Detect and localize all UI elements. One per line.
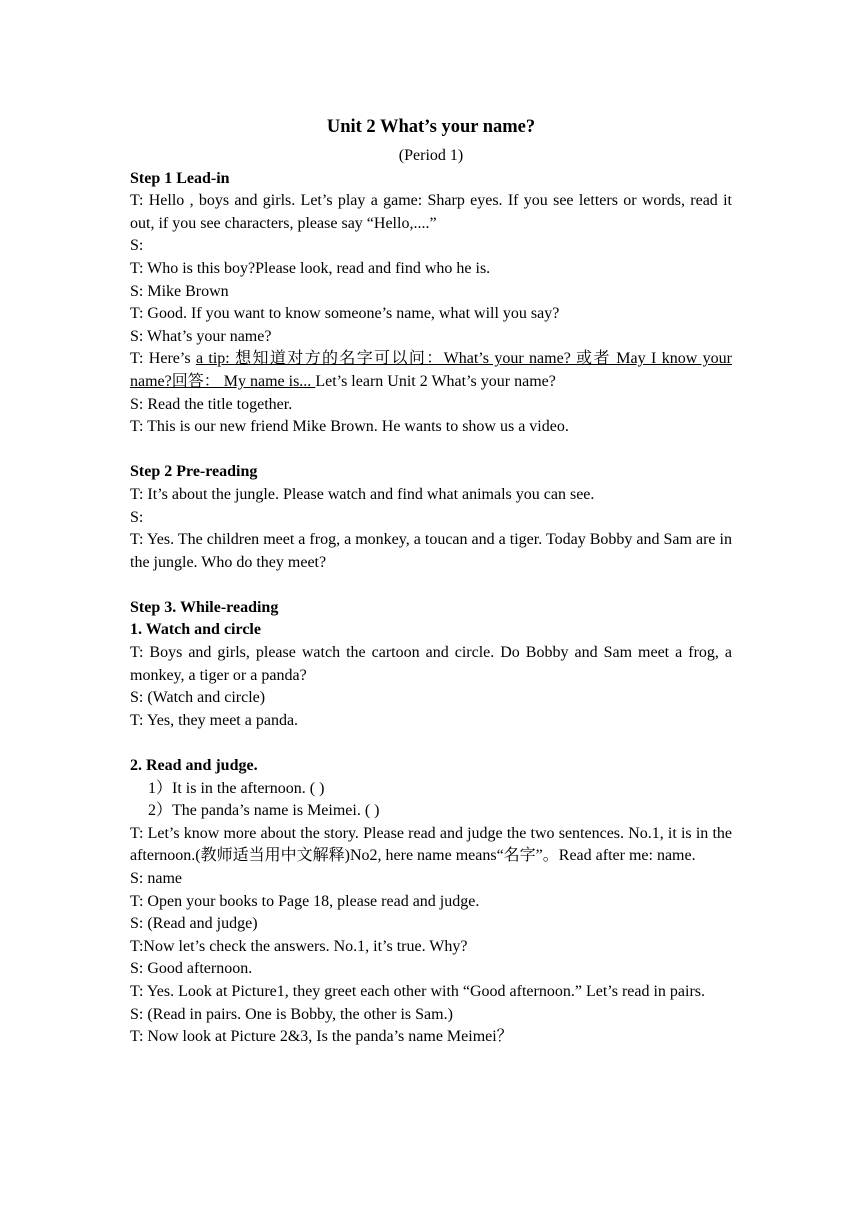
step3-heading: Step 3. While-reading: [130, 598, 279, 616]
tip-underlined: a tip: 想知道对方的名字可以问：What’s your name? 或者 May I know your name?回答： My name is...: [130, 350, 732, 390]
step1-line: T: Who is this boy?Please look, read and find who he is.: [130, 259, 491, 277]
step1-line: S:: [130, 237, 144, 255]
blank-line: [130, 574, 732, 597]
step3-line: T: Yes, they meet a panda.: [130, 711, 299, 729]
step3-line: T: Open your books to Page 18, please read and judge.: [130, 892, 480, 910]
tip-suffix: Let’s learn Unit 2 What’s your name?: [315, 372, 556, 390]
blank-line: [130, 732, 732, 755]
period-subtitle: (Period 1): [398, 147, 464, 164]
step3-line: S: name: [130, 870, 182, 887]
judge-question: 2）The panda’s name is Meimei. ( ): [148, 802, 380, 820]
step1-tip-line: [130, 348, 732, 393]
step1-line: S: Read the title together.: [130, 395, 293, 413]
step1-heading: Step 1 Lead-in: [130, 169, 230, 187]
step3-line: S: (Read in pairs. One is Bobby, the other is Sam.): [130, 1005, 453, 1023]
step3-line: T: Boys and girls, please watch the cartoon and circle. Do Bobby and Sam meet a frog, a monkey, a tiger or a panda?: [130, 644, 732, 684]
step3-line: T: Yes. Look at Picture1, they greet each other with “Good afternoon.” Let’s read in pairs.: [130, 982, 706, 1000]
judge-question: 1）It is in the afternoon. ( ): [148, 779, 325, 797]
step2-line: S:: [130, 508, 144, 526]
document-title: Unit 2 What’s your name?: [326, 117, 536, 137]
blank-line: [130, 439, 732, 462]
step1-line: T: Good. If you want to know someone’s name, what will you say?: [130, 305, 560, 323]
document-page: [130, 113, 732, 1049]
step2-heading: Step 2 Pre-reading: [130, 463, 258, 481]
step3-line: S: Good afternoon.: [130, 960, 253, 978]
watch-circle-subheading: 1. Watch and circle: [130, 621, 261, 639]
step3-line: S: (Watch and circle): [130, 689, 266, 707]
step1-line: S: What’s your name?: [130, 327, 272, 345]
step3-line: T: Let’s know more about the story. Please read and judge the two sentences. No.1, it is in the afternoon.(教师适当用中文解释)No2, here name means“名字”。Read after me: name.: [130, 824, 732, 865]
step3-line: S: (Read and judge): [130, 915, 258, 933]
step1-line: T: Hello , boys and girls. Let’s play a game: Sharp eyes. If you see letters or words, read it out, if you see characters, please say “Hello,....”: [130, 192, 732, 232]
step3-line: T:Now let’s check the answers. No.1, it’s true. Why?: [130, 937, 468, 955]
step2-line: T: It’s about the jungle. Please watch and find what animals you can see.: [130, 485, 595, 503]
tip-prefix: T: Here’s: [130, 350, 196, 368]
step2-line: T: Yes. The children meet a frog, a monkey, a toucan and a tiger. Today Bobby and Sam are in the jungle. Who do they meet?: [130, 531, 732, 571]
read-judge-subheading: 2. Read and judge.: [130, 757, 258, 775]
step1-line: S: Mike Brown: [130, 282, 229, 300]
step1-line: T: This is our new friend Mike Brown. He wants to show us a video.: [130, 418, 569, 436]
step3-line: T: Now look at Picture 2&3, Is the panda’s name Meimei？: [130, 1028, 513, 1046]
